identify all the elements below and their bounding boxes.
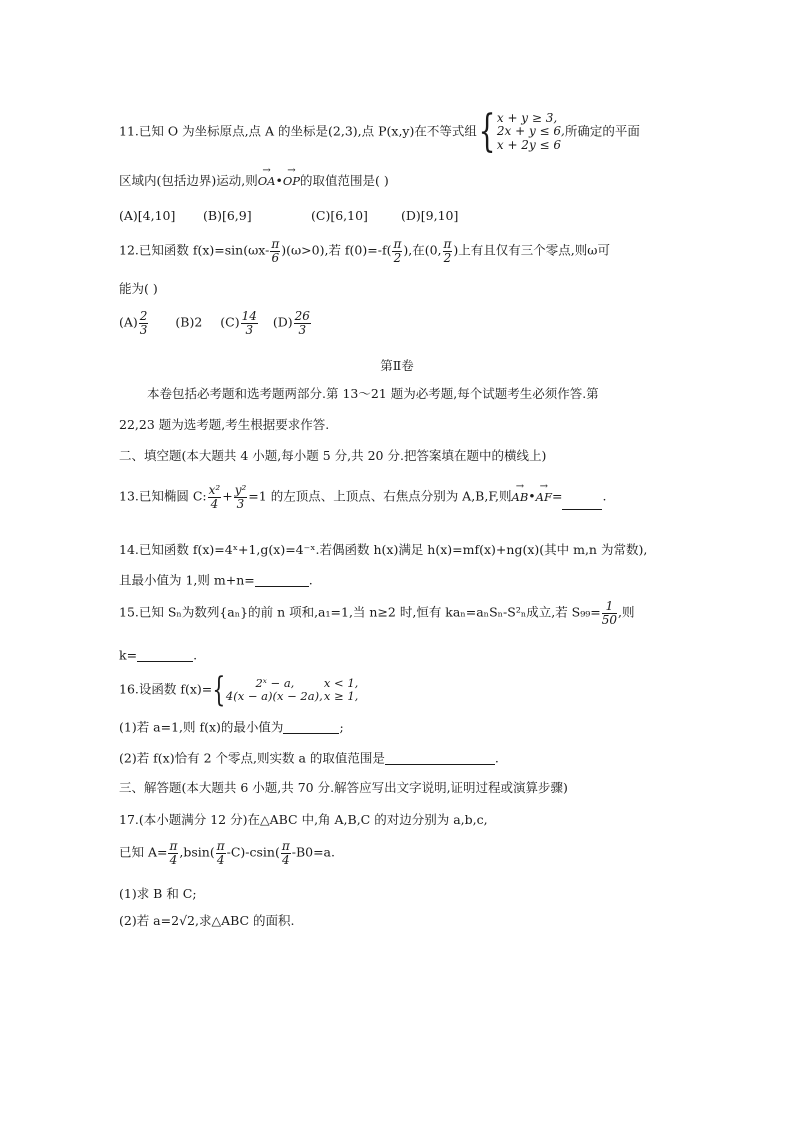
fraction-1-50: $\frac{1}{50}$ <box>601 599 618 627</box>
fraction-pi-2b: $\frac{\pi}{2}$ <box>443 237 452 265</box>
piecewise-function: 2ˣ − a, x < 1, 4(x − a)(x − 2a),x ≥ 1, <box>225 676 359 703</box>
q11-options <box>119 210 458 223</box>
inequality-system: x + y ≥ 3, 2x + y ≤ 6, x + 2y ≤ 6 <box>496 111 565 152</box>
system-brace: { <box>478 106 496 157</box>
fraction-pi-4b: $\frac{\pi}{4}$ <box>216 839 225 867</box>
vector-af: → AF <box>536 486 552 504</box>
fraction-pi-4a: $\frac{\pi}{4}$ <box>169 839 178 867</box>
q12-line2: 能为( ) <box>119 281 158 296</box>
q16-part1: (1)若 a=1,则 f(x)的最小值为 ; <box>119 719 344 735</box>
solve-heading: 三、解答题(本大题共 6 小题,共 70 分.解答应写出文字说明,证明过程或演算步骤) <box>119 780 568 795</box>
q11-option-a: (A)[4,10] <box>119 208 176 223</box>
answer-blank-13[interactable] <box>562 497 602 510</box>
fraction-pi-6: $\frac{\pi}{6}$ <box>271 237 280 265</box>
q12-option-d-frac: $\frac{26}{3}$ <box>294 309 310 337</box>
q11-option-c: (C)[6,10] <box>311 208 368 223</box>
fill-heading: 二、填空题(本大题共 4 小题,每小题 5 分,共 20 分.把答案填在题中的横线上) <box>119 448 547 463</box>
answer-blank-14[interactable] <box>255 574 309 587</box>
vector-oa: → OA <box>258 170 276 188</box>
q17-part1: (1)求 B 和 C; <box>119 886 197 901</box>
answer-blank-16-2[interactable] <box>385 752 495 765</box>
q12-options: (A) $\frac{2}{3}$ (B)2 (C) $\frac{14}{3}$ (D) $\frac{26}{3}$ <box>119 309 310 337</box>
q11-text: 11.已知 O 为坐标原点,点 A 的坐标是(2,3),点 P(x,y)在不等式组 <box>119 123 477 139</box>
fraction-pi-4c: $\frac{\pi}{4}$ <box>281 839 290 867</box>
q15-line1: 15.已知 Sₙ为数列{aₙ}的前 n 项和,a₁=1,当 n≥2 时,恒有 kaₙ=aₙSₙ-S²ₙ成立,若 S₉₉= $\frac{1}{50}$ ,则 <box>119 599 635 627</box>
q14-line2: 且最小值为 1,则 m+n= . <box>119 572 313 588</box>
q16-part2: (2)若 f(x)恰有 2 个零点,则实数 a 的取值范围是 . <box>119 750 499 766</box>
q11-option-b: (B)[6,9] <box>203 208 252 223</box>
q12-option-a-frac: $\frac{2}{3}$ <box>139 309 148 337</box>
q12-line1: 12.已知函数 f(x)=sin(ωx- $\frac{\pi}{6}$ )(ω>0),若 f(0)=-f( $\frac{\pi}{2}$ ),在(0, $\frac{\pi}{2}$ )上有且仅有三个零点,则ω可 <box>119 237 610 265</box>
section-intro-2: 22,23 题为选考题,考生根据要求作答. <box>119 417 330 432</box>
q11-line1 <box>119 106 640 157</box>
fraction-pi-2a: $\frac{\pi}{2}$ <box>393 237 402 265</box>
q17-part2: (2)若 a=2√2,求△ABC 的面积. <box>119 913 295 928</box>
q16-line: 16.设函数 f(x)={ 2ˣ − a, x < 1, 4(x − a)(x − 2a),x ≥ 1, <box>119 670 359 710</box>
q12-option-b: (B)2 <box>175 314 203 330</box>
section-title: 第Ⅱ卷 <box>380 358 414 373</box>
section-intro-1: 本卷包括必考题和选考题两部分.第 13～21 题为必考题,每个试题考生必须作答.第 <box>147 386 599 401</box>
fraction-y2-3: $\frac{\text{y²}}{3}$ <box>234 483 247 511</box>
q17-line1: 17.(本小题满分 12 分)在△ABC 中,角 A,B,C 的对边分别为 a,b,c, <box>119 812 488 827</box>
q11-suffix: 所确定的平面 <box>564 123 640 139</box>
vector-op: → OP <box>283 170 300 188</box>
sqrt-2: √2 <box>179 913 195 928</box>
vector-ab: → AB <box>512 486 529 504</box>
q15-line2: k= . <box>119 647 198 663</box>
q14-line1: 14.已知函数 f(x)=4ˣ+1,g(x)=4⁻ˣ.若偶函数 h(x)满足 h(x)=mf(x)+ng(x)(其中 m,n 为常数), <box>119 542 648 557</box>
answer-blank-16-1[interactable] <box>283 721 339 734</box>
q13-line: 13.已知椭圆 C: $\frac{\text{x²}}{4}$ + $\frac{\text{y²}}{3}$ =1 的左顶点、上顶点、右焦点分别为 A,B,F,则→ AB•→ AF= . <box>119 484 606 510</box>
answer-blank-15[interactable] <box>137 649 193 662</box>
q17-line2: 已知 A= $\frac{\pi}{4}$ ,bsin( $\frac{\pi}{4}$ -C)-csin( $\frac{\pi}{4}$ -B0=a. <box>119 839 335 867</box>
q12-option-c-frac: $\frac{14}{3}$ <box>241 309 257 337</box>
piecewise-brace: { <box>212 670 226 710</box>
q11-option-d: (D)[9,10] <box>401 208 459 223</box>
fraction-x2-4: $\frac{\text{x²}}{4}$ <box>208 483 221 511</box>
q11-line2: 区域内(包括边界)运动,则→ OA•→ OP的取值范围是( ) <box>119 170 389 188</box>
